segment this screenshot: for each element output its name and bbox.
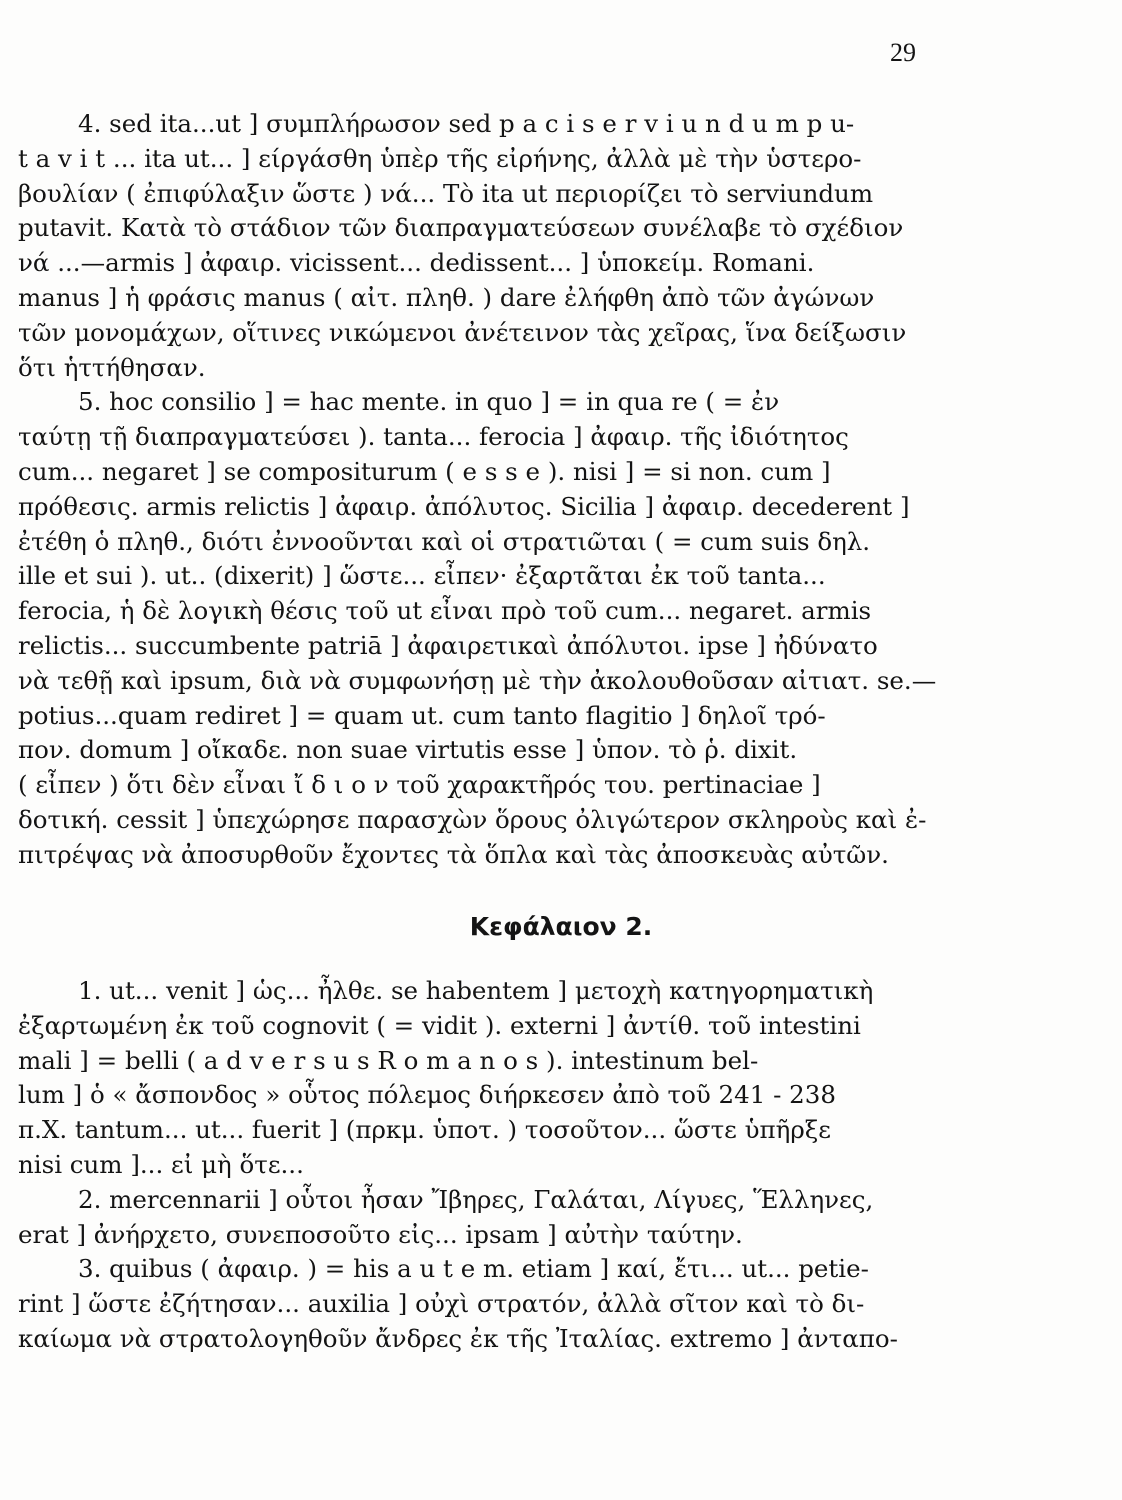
text-line: τῶν μονομάχων, οἵτινες νικώμενοι ἀνέτεινον τὰς χεῖρας, ἵνα δείξωσιν xyxy=(18,317,907,347)
text-line: 4. sed ita...ut ] συμπλήρωσον sed p a c i s e r v i u n d u m p u- xyxy=(78,109,855,138)
text-line: βουλίαν ( ἐπιφύλαξιν ὥστε ) νά... Τὸ ita ut περιορίζει τὸ serviundum xyxy=(18,178,874,208)
text-line: ἐτέθη ὁ πληθ., διότι ἐννοοῦνται καὶ οἱ στρατιῶται ( = cum suis δηλ. xyxy=(18,526,871,556)
text-line: 2. mercennarii ] οὗτοι ἦσαν Ἴβηρες, Γαλάται, Λίγυες, Ἕλληνες, xyxy=(78,1184,874,1214)
text-line: π.Χ. tantum... ut... fuerit ] (πρκμ. ὑποτ. ) τοσοῦτον... ὥστε ὑπῆρξε xyxy=(18,1115,831,1145)
text-line: ὅτι ἡττήθησαν. xyxy=(18,352,206,382)
text-line: 1. ut... venit ] ὡς... ἦλθε. se habentem ] μετοχὴ κατηγορηματικὴ xyxy=(78,976,874,1005)
text-line: 3. quibus ( ἀφαιρ. ) = his a u t e m. etiam ] καί, ἔτι... ut... petie- xyxy=(78,1254,869,1284)
text-line: rint ] ὥστε ἐζήτησαν... auxilia ] οὐχὶ στρατόν, ἀλλὰ σῖτον καὶ τὸ δι- xyxy=(18,1289,865,1319)
text-line: νὰ τεθῇ καὶ ipsum, διὰ νὰ συμφωνήσῃ μὲ τὴν ἀκολουθοῦσαν αἰτιατ. se.— xyxy=(18,665,937,695)
text-line: mali ] = belli ( a d v e r s u s R o m a n o s ). intestinum bel- xyxy=(18,1045,759,1075)
text-line: ferocia, ἡ δὲ λογικὴ θέσις τοῦ ut εἶναι πρὸ τοῦ cum... negaret. armis xyxy=(18,596,872,626)
text-line: relictis... succumbente patriā ] ἀφαιρετικαὶ ἀπόλυτοι. ipse ] ἠδύνατο xyxy=(18,630,878,660)
text-line: nisi cum ]... εἰ μὴ ὅτε... xyxy=(18,1149,304,1179)
commentary-block-2 xyxy=(18,974,1108,1357)
text-line: manus ] ἡ φράσις manus ( αἰτ. πληθ. ) dare ἐλήφθη ἀπὸ τῶν ἀγώνων xyxy=(18,282,875,312)
text-line: t a v i t ... ita ut... ] είργάσθη ὑπὲρ τῆς εἰρήνης, ἀλλὰ μὲ τὴν ὑστερο- xyxy=(18,143,862,173)
page-number: 29 xyxy=(890,38,916,67)
text-line: erat ] ἀνήρχετο, συνεποσοῦτο εἰς... ipsam ] αὐτὴν ταύτην. xyxy=(18,1219,743,1249)
text-line: putavit. Κατὰ τὸ στάδιον τῶν διαπραγματεύσεων συνέλαβε τὸ σχέδιον xyxy=(18,213,904,243)
text-line: ἐξαρτωμένη ἐκ τοῦ cognovit ( = vidit ). externi ] ἀντίθ. τοῦ intestini xyxy=(18,1010,861,1040)
text-line: πρόθεσις. armis relictis ] ἀφαιρ. ἀπόλυτος. Sicilia ] ἀφαιρ. decederent ] xyxy=(18,491,910,521)
text-line: ταύτῃ τῇ διαπραγματεύσει ). tanta... ferocia ] ἀφαιρ. τῆς ἰδιότητος xyxy=(18,422,849,452)
text-line: potius...quam rediret ] = quam ut. cum tanto flagitio ] δηλοῖ τρό- xyxy=(18,700,826,730)
text-line: πιτρέψας νὰ ἀποσυρθοῦν ἔχοντες τὰ ὅπλα καὶ τὰς ἀποσκευὰς αὐτῶν. xyxy=(18,839,889,869)
text-line: δοτική. cessit ] ὑπεχώρησε παρασχὼν ὅρους ὀλιγώτερον σκληροὺς καὶ ἐ- xyxy=(18,804,927,834)
text-line: 5. hoc consilio ] = hac mente. in quo ] = in qua re ( = ἐν xyxy=(78,387,780,417)
text-line: lum ] ὁ « ἄσπονδος » οὗτος πόλεμος διήρκεσεν ἀπὸ τοῦ 241 - 238 xyxy=(18,1080,836,1110)
text-line: πον. domum ] οἴκαδε. non suae virtutis esse ] ὑπον. τὸ ῥ. dixit. xyxy=(18,735,798,765)
chapter-heading: Κεφάλαιον 2. xyxy=(469,912,653,941)
text-line: ille et sui ). ut.. (dixerit) ] ὥστε... εἶπεν· ἐξαρτᾶται ἐκ τοῦ tanta... xyxy=(18,561,826,591)
text-line: καίωμα νὰ στρατολογηθοῦν ἄνδρες ἐκ τῆς Ἰταλίας. extremo ] ἀνταπο- xyxy=(18,1323,898,1353)
text-line: νά ...—armis ] ἀφαιρ. vicissent... dedissent... ] ὑποκείμ. Romani. xyxy=(18,248,815,278)
text-line: cum... negaret ] se compositurum ( e s s e ). nisi ] = si non. cum ] xyxy=(18,456,831,486)
text-line: ( εἶπεν ) ὅτι δὲν εἶναι ἴ δ ι ο ν τοῦ χαρακτῆρός του. pertinaciae ] xyxy=(18,770,821,800)
commentary-block-1 xyxy=(18,107,1108,873)
